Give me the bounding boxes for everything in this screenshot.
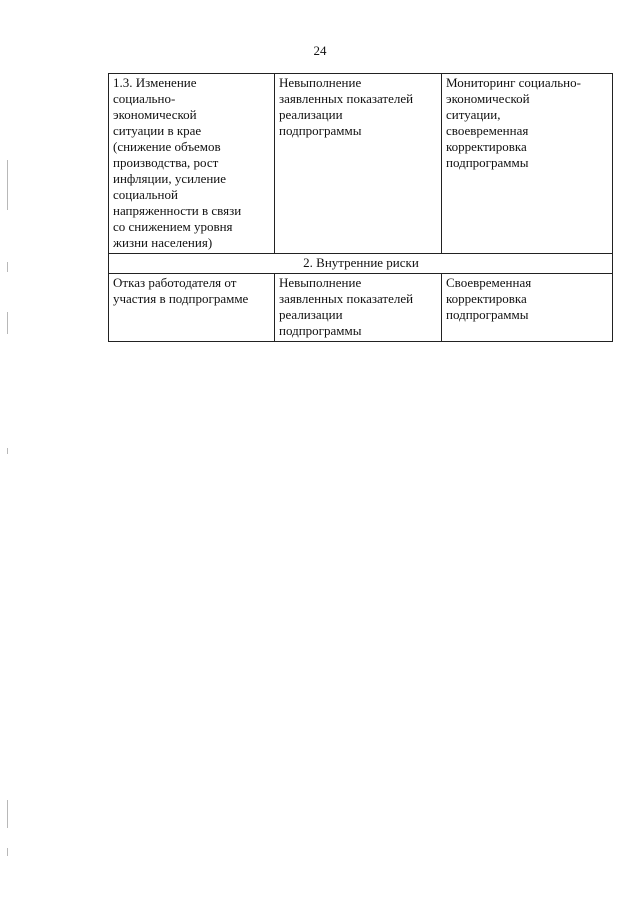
consequence-cell: Невыполнение заявленных показателей реализации подпрограммы: [275, 274, 442, 342]
consequence-cell: Невыполнение заявленных показателей реализации подпрограммы: [275, 74, 442, 254]
table-row: [109, 74, 613, 254]
measure-cell: Мониторинг социально- экономической ситуации, своевременная корректировка подпрограммы: [442, 74, 613, 254]
page-number: 24: [313, 43, 327, 58]
risk-cell: Отказ работодателя от участия в подпрограмме: [109, 274, 275, 342]
section-heading: 2. Внутренние риски: [109, 254, 613, 274]
measure-cell: Своевременная корректировка подпрограммы: [442, 274, 613, 342]
scan-margin-marks: [7, 0, 9, 905]
risk-cell: 1.3. Изменение социально- экономической ситуации в крае (снижение объемов производства, рост инфляции, усиление социальной напряженности в связи со снижением уровня жизни населения): [109, 74, 275, 254]
table-row: [109, 274, 613, 342]
risk-table: [108, 73, 613, 342]
table-section-row: [109, 254, 613, 274]
